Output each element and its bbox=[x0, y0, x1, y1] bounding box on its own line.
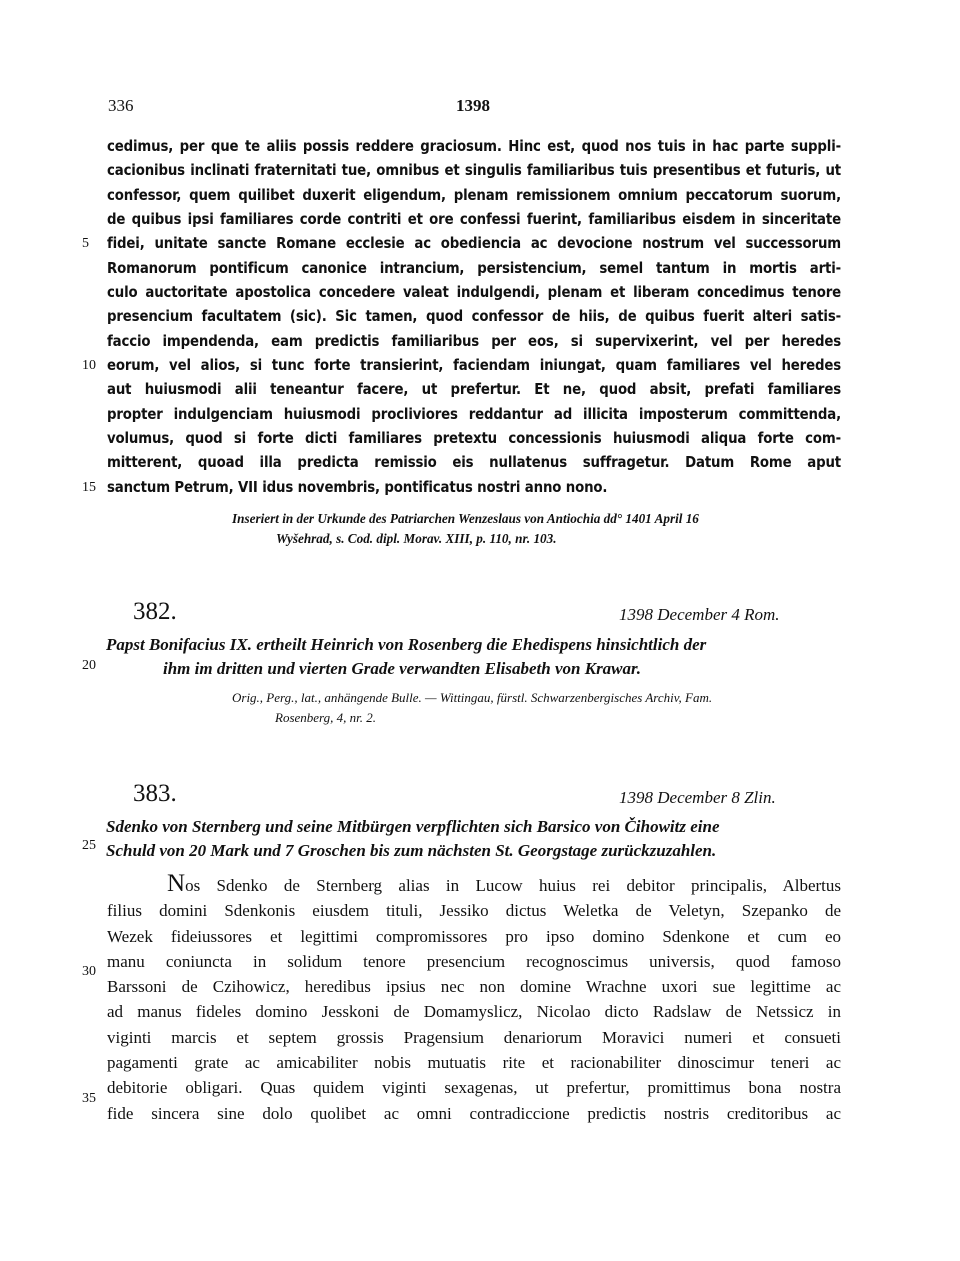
citation-line: Wyšehrad, s. Cod. dipl. Morav. XIII, p. 110, nr. 103. bbox=[276, 531, 557, 546]
text-line: filius domini Sdenkonis eiusdem tituli, Jessiko dictus Weletka de Veletyn, Szepanko de bbox=[107, 901, 841, 921]
entry-date: 1398 December 4 Rom. bbox=[619, 605, 780, 624]
text-line: fide sincera sine dolo quolibet ac omni contradiccione predictis nostris creditoribus ac bbox=[107, 1103, 841, 1123]
text-line: faccio impendenda, eam predictis familiaribus per eos, si supervixerint, vel per heredes bbox=[107, 332, 841, 350]
text-line: viginti marcis et septem grossis Pragensium denariorum Moravici numeri et consueti bbox=[107, 1027, 841, 1047]
text-line: fidei, unitate sancte Romane ecclesie ac obediencia ac devocione nostrum vel successorum bbox=[107, 235, 841, 253]
text-line: propter indulgenciam huiusmodi procliviores reddantur ad illicita imposterum committenda, bbox=[107, 405, 841, 423]
text-line: cedimus, per que te aliis possis reddere graciosum. Hinc est, quod nos tuis in hac parte suppli- bbox=[107, 138, 841, 155]
line-number: 20 bbox=[82, 658, 96, 673]
regest-line: ihm im dritten und vierten Grade verwandten Elisabeth von Krawar. bbox=[163, 659, 641, 678]
regest-line: Papst Bonifacius IX. ertheilt Heinrich von Rosenberg die Ehedispens hinsichtlich der bbox=[106, 635, 707, 654]
text-line: presencium facultatem (sic). Sic tamen, quod confessor de hiis, de quibus fuerit alteri satis- bbox=[107, 308, 841, 326]
citation-line: Inseriert in der Urkunde des Patriarchen Wenzeslaus von Antiochia dd° 1401 April 16 bbox=[232, 511, 699, 526]
text-line: Wezek fideiussores et legittimi compromissores pro ipso domino Sdenkone et cum eo bbox=[107, 926, 841, 946]
text-line: cacionibus inclinati fraternitati tue, omnibus et singulis familiaribus tuis presentibus et futuris, ut bbox=[107, 162, 841, 180]
regest-line: Sdenko von Sternberg und seine Mitbürgen verpflichten sich Barsico von Čihowitz eine bbox=[106, 817, 720, 836]
text-line: pagamenti grate ac amicabiliter nobis mutuatis rite et racionabiliter dinoscimur teneri ac bbox=[107, 1053, 841, 1073]
text-line: de quibus ipsi familiares corde contriti et ore confessi fuerint, familiaribus eisdem in sinceritate bbox=[107, 211, 841, 229]
text-line bbox=[107, 873, 841, 898]
document-text bbox=[107, 873, 841, 1126]
text-line: eorum, vel alios, si tunc forte transierint, faciendam iniungat, quam familiares vel heredes bbox=[107, 357, 841, 375]
line-number: 10 bbox=[82, 358, 96, 373]
text-line: debitorie obligari. Quas quidem viginti sexagenas, ut prefertur, promittimus bona nostra bbox=[107, 1078, 841, 1098]
initial-letter: N bbox=[167, 873, 186, 897]
source-note: Orig., Perg., lat., anhängende Bulle. — Wittingau, fürstl. Schwarzenbergisches Archiv, Fam. bbox=[232, 690, 713, 705]
text-line: culo auctoritate apostolica concedere valeat indulgendi, plenam et liberam concedimus tenore bbox=[107, 284, 841, 302]
text-line: confessor, quem quilibet duxerit eligendum, plenam remissionem omnium peccatorum suorum, bbox=[107, 186, 841, 204]
text-line: sanctum Petrum, VII idus novembris, pontificatus nostri anno nono. bbox=[107, 478, 608, 496]
text-line: Barssoni de Czihowicz, heredibus ipsius nec non domine Wrachne uxori sue legittime ac bbox=[107, 977, 841, 997]
text-line-start: os Sdenko de Sternberg alias in Lucow huius rei debitor principalis, Albertus bbox=[185, 876, 841, 895]
line-number: 35 bbox=[82, 1091, 96, 1106]
line-number: 30 bbox=[82, 964, 96, 979]
regest-line: Schuld von 20 Mark und 7 Groschen bis zum nächsten St. Georgstage zurückzuzahlen. bbox=[106, 841, 717, 860]
text-line: volumus, quod si forte dicti familiares pretextu concessionis huiusmodi aliqua forte com- bbox=[107, 430, 841, 448]
document-text bbox=[107, 135, 841, 500]
line-number: 15 bbox=[82, 480, 96, 495]
text-line: manu coniuncta in solidum tenore presencium recognoscimus universis, quod famoso bbox=[107, 951, 841, 971]
text-line: aut huiusmodi alii teneantur facere, ut prefertur. Et ne, quod absit, prefati familiares bbox=[107, 381, 841, 399]
line-number: 5 bbox=[82, 236, 89, 251]
text-line: ad manus fideles domino Jesskoni de Domamyslicz, Nicolao dicto Radslaw de Netssicz in bbox=[107, 1002, 841, 1022]
running-head-year: 1398 bbox=[456, 96, 490, 115]
page-number: 336 bbox=[108, 96, 134, 115]
entry-number: 383. bbox=[133, 780, 177, 807]
text-line: Romanorum pontificum canonice intrancium, persistencium, semel tantum in mortis arti- bbox=[107, 259, 841, 277]
entry-number: 382. bbox=[133, 598, 177, 625]
line-number: 25 bbox=[82, 838, 96, 853]
text-line: mitterent, quoad illa predicta remissio eis nullatenus suffragetur. Datum Rome aput bbox=[107, 454, 841, 472]
source-note: Rosenberg, 4, nr. 2. bbox=[275, 710, 376, 725]
entry-date: 1398 December 8 Zlin. bbox=[619, 788, 776, 807]
